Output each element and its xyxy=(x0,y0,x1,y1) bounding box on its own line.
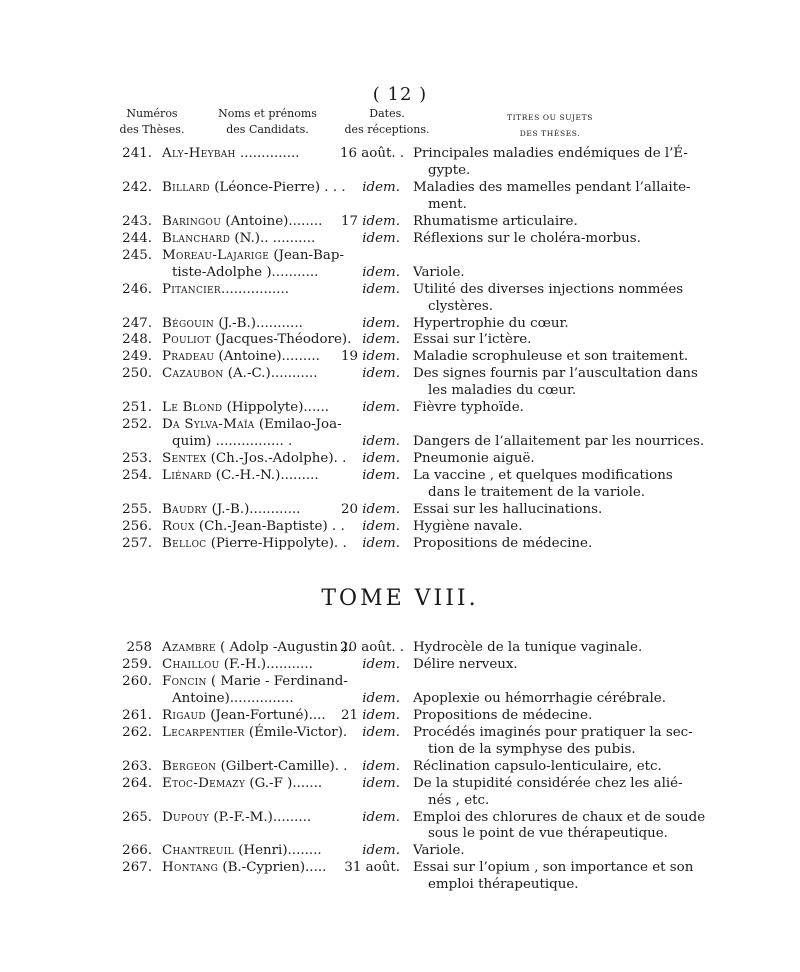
thesis-number: 252. xyxy=(122,417,152,433)
thesis-title-continued: ment. xyxy=(428,196,467,212)
thesis-title: Utilité des diverses injections nommées xyxy=(413,281,684,297)
thesis-number: 242. xyxy=(122,179,152,195)
reception-date: 21 idem. xyxy=(340,707,400,723)
candidate-surname: Belloc xyxy=(162,535,207,551)
candidate-surname: Pradeau xyxy=(162,349,215,365)
thesis-title: Maladie scrophuleuse et son traitement. xyxy=(413,349,689,365)
thesis-number: 264. xyxy=(122,775,152,791)
header-numeros: Numéros des Thèses. xyxy=(119,107,185,136)
candidate-name: Cazaubon (A.-C.)........... xyxy=(162,366,318,382)
candidate-name: Sentex (Ch.-Jos.-Adolphe). . xyxy=(162,451,347,467)
thesis-number: 257. xyxy=(122,535,152,551)
candidate-surname: Foncin xyxy=(162,673,207,689)
reception-date: idem. xyxy=(362,690,400,706)
thesis-number: 253. xyxy=(122,451,152,467)
page-number: ( 12 ) xyxy=(372,84,428,105)
reception-date: idem. xyxy=(362,281,400,297)
reception-date: idem. xyxy=(362,758,400,774)
reception-date: 20 août. . xyxy=(340,640,405,655)
thesis-number: 255. xyxy=(122,501,152,517)
reception-date: 31 août. xyxy=(344,860,400,876)
tome-heading: TOME VIII. xyxy=(321,586,479,611)
thesis-number: 244. xyxy=(122,230,152,246)
thesis-title-continued: dans le traitement de la variole. xyxy=(428,485,646,500)
thesis-title: Réclination capsulo-lenticulaire, etc. xyxy=(413,758,662,774)
candidate-surname: Billard xyxy=(162,179,210,195)
candidate-name: Etoc-Demazy (G.-F )....... xyxy=(162,775,323,791)
candidate-name: Chantreuil (Henri)........ xyxy=(162,843,322,859)
thesis-title-continued: les maladies du cœur. xyxy=(428,383,577,399)
reception-date: idem. xyxy=(362,179,400,195)
thesis-title-continued: emploi thérapeutique. xyxy=(428,877,579,893)
reception-date: idem. xyxy=(362,775,400,791)
reception-date: idem. xyxy=(362,724,400,740)
reception-date: idem. xyxy=(362,230,400,246)
candidate-surname: Baringou xyxy=(162,213,222,229)
candidate-name: Bégouin (J.-B.)........... xyxy=(162,315,303,331)
candidate-name: Dupouy (P.-F.-M.)......... xyxy=(162,809,312,825)
candidate-surname: Liénard xyxy=(162,468,212,484)
thesis-number: 245. xyxy=(122,247,152,263)
candidate-name-continued: tiste-Adolphe )........... xyxy=(172,264,319,280)
reception-date: idem. xyxy=(362,468,400,484)
reception-date: idem. xyxy=(362,400,400,416)
candidate-name: Moreau-Lajarige (Jean-Bap- xyxy=(162,247,344,263)
candidate-name: Rigaud (Jean-Fortuné).... xyxy=(162,707,326,723)
candidate-name: Le Blond (Hippolyte)...... xyxy=(162,400,329,416)
header-titres: TITRES OU SUJETS DES THÈSES. xyxy=(507,113,593,138)
candidate-surname: Blanchard xyxy=(162,230,231,246)
candidate-name: Baringou (Antoine)........ xyxy=(162,213,323,229)
reception-date: idem. xyxy=(362,518,400,534)
thesis-title: Apoplexie ou hémorrhagie cérébrale. xyxy=(413,690,666,706)
reception-date: idem. xyxy=(362,451,400,467)
candidate-name-continued: Antoine)............... xyxy=(172,690,294,706)
candidate-name: Aly-Heybah .............. xyxy=(162,146,300,161)
thesis-title: Essai sur l’ictère. xyxy=(413,332,532,348)
reception-date: 17 idem. xyxy=(340,213,400,229)
thesis-number: 267. xyxy=(122,860,152,876)
thesis-number: 246. xyxy=(122,281,152,297)
candidate-name: Pitancier................ xyxy=(162,281,290,297)
thesis-title: Délire nerveux. xyxy=(413,656,518,672)
thesis-title-continued: sous le point de vue thérapeutique. xyxy=(428,826,668,842)
thesis-title: Procédés imaginés pour pratiquer la sec- xyxy=(413,724,693,740)
reception-date: 19 idem. xyxy=(340,349,400,365)
candidate-name: Chaillou (F.-H.)........... xyxy=(162,656,313,672)
thesis-number: 251. xyxy=(122,400,152,416)
thesis-number: 259. xyxy=(122,656,152,672)
candidate-name: Liénard (C.-H.-N.)......... xyxy=(162,468,319,484)
candidate-surname: Le Blond xyxy=(162,400,223,416)
reception-date: idem. xyxy=(362,434,400,450)
candidate-surname: Bégouin xyxy=(162,315,215,331)
thesis-number: 247. xyxy=(122,315,152,331)
thesis-number: 256. xyxy=(122,518,152,534)
candidate-name: Billard (Léonce-Pierre) . . . xyxy=(162,179,346,195)
reception-date: idem. xyxy=(362,656,400,672)
thesis-number: 261. xyxy=(122,707,152,723)
thesis-title: La vaccine , et quelques modifications xyxy=(413,468,673,484)
candidate-name: Hontang (B.-Cyprien)..... xyxy=(162,860,327,876)
reception-date: idem. xyxy=(362,366,400,382)
thesis-number: 249. xyxy=(122,349,152,365)
thesis-title: Propositions de médecine. xyxy=(413,707,593,723)
thesis-title: Hygiène navale. xyxy=(413,518,523,534)
candidate-surname: Cazaubon xyxy=(162,366,224,382)
candidate-surname: Chantreuil xyxy=(162,843,234,859)
thesis-title: Variole. xyxy=(413,264,465,280)
candidate-name: Foncin ( Marie - Ferdinand- xyxy=(162,673,348,689)
candidate-name: Pouliot (Jacques-Théodore). xyxy=(162,332,352,348)
candidate-surname: Da Sylva-Maïa xyxy=(162,417,255,433)
thesis-title-continued: clystères. xyxy=(428,298,493,314)
candidate-surname: Bergeon xyxy=(162,758,217,774)
thesis-title: Fièvre typhoïde. xyxy=(413,400,524,416)
thesis-title: Dangers de l’allaitement par les nourrices. xyxy=(413,434,705,450)
candidate-name: Roux (Ch.-Jean-Baptiste) . . xyxy=(162,518,345,534)
reception-date: idem. xyxy=(362,535,400,551)
thesis-number: 263. xyxy=(122,758,152,774)
thesis-number: 265. xyxy=(122,809,152,825)
thesis-number: 266. xyxy=(122,843,152,859)
candidate-name: Da Sylva-Maïa (Emilao-Joa- xyxy=(162,417,342,433)
thesis-number: 254. xyxy=(122,468,152,484)
candidate-name: Belloc (Pierre-Hippolyte). . xyxy=(162,535,347,551)
thesis-number: 250. xyxy=(122,366,152,382)
candidate-surname: Pouliot xyxy=(162,332,211,348)
thesis-title-continued: tion de la symphyse des pubis. xyxy=(428,741,636,757)
thesis-title: Réflexions sur le choléra-morbus. xyxy=(413,230,641,246)
thesis-number: 258 xyxy=(126,640,152,655)
thesis-number: 248. xyxy=(122,332,152,348)
thesis-title-continued: nés , etc. xyxy=(428,792,490,808)
candidate-surname: Aly-Heybah xyxy=(162,146,236,161)
candidate-surname: Lecarpentier xyxy=(162,724,245,740)
thesis-number: 260. xyxy=(122,673,152,689)
reception-date: 20 idem. xyxy=(340,501,400,517)
reception-date: idem. xyxy=(362,809,400,825)
thesis-title: Hypertrophie du cœur. xyxy=(413,315,569,331)
thesis-title: Principales maladies endémiques de l’É- xyxy=(413,146,688,161)
thesis-number: 262. xyxy=(122,724,152,740)
reception-date: idem. xyxy=(362,264,400,280)
candidate-name: Lecarpentier (Émile-Victor). xyxy=(162,724,348,740)
candidate-name: Baudry (J.-B.)............ xyxy=(162,501,301,517)
candidate-surname: Etoc-Demazy xyxy=(162,775,246,791)
thesis-title-continued: gypte. xyxy=(428,162,471,178)
candidate-surname: Baudry xyxy=(162,501,208,517)
candidate-name: Pradeau (Antoine)......... xyxy=(162,349,320,365)
candidate-surname: Roux xyxy=(162,518,195,534)
candidate-surname: Moreau-Lajarige xyxy=(162,247,270,263)
header-dates: Dates. des réceptions. xyxy=(344,107,430,136)
candidate-surname: Rigaud xyxy=(162,707,206,723)
candidate-surname: Hontang xyxy=(162,860,219,876)
candidate-name: Azambre ( Adolp -Augustin ). xyxy=(162,640,352,655)
thesis-title: De la stupidité considérée chez les alié- xyxy=(413,775,683,791)
thesis-title: Hydrocèle de la tunique vaginale. xyxy=(413,640,643,655)
candidate-surname: Sentex xyxy=(162,451,207,467)
thesis-number: 243. xyxy=(122,213,152,229)
thesis-number: 241. xyxy=(122,146,152,161)
thesis-title: Maladies des mamelles pendant l’allaite- xyxy=(413,179,691,195)
candidate-name: Blanchard (N.).. .......... xyxy=(162,230,316,246)
candidate-surname: Pitancier xyxy=(162,281,221,297)
reception-date: idem. xyxy=(362,315,400,331)
candidate-surname: Chaillou xyxy=(162,656,220,672)
thesis-title: Essai sur les hallucinations. xyxy=(413,501,603,517)
reception-date: 16 août. . xyxy=(340,146,405,161)
thesis-title: Essai sur l’opium , son importance et son xyxy=(413,860,694,876)
thesis-title: Des signes fournis par l’auscultation dans xyxy=(413,366,698,382)
thesis-title: Emploi des chlorures de chaux et de soude xyxy=(413,809,706,825)
candidate-name-continued: quim) ................ . xyxy=(172,434,293,450)
thesis-title: Propositions de médecine. xyxy=(413,535,593,551)
thesis-title: Rhumatisme articulaire. xyxy=(413,213,578,229)
candidate-surname: Dupouy xyxy=(162,809,210,825)
candidate-surname: Azambre xyxy=(162,640,216,655)
reception-date: idem. xyxy=(362,843,400,859)
reception-date: idem. xyxy=(362,332,400,348)
thesis-title: Variole. xyxy=(413,843,465,859)
header-noms: Noms et prénoms des Candidats. xyxy=(218,107,317,136)
candidate-name: Bergeon (Gilbert-Camille). . xyxy=(162,758,348,774)
thesis-title: Pneumonie aiguë. xyxy=(413,451,535,467)
